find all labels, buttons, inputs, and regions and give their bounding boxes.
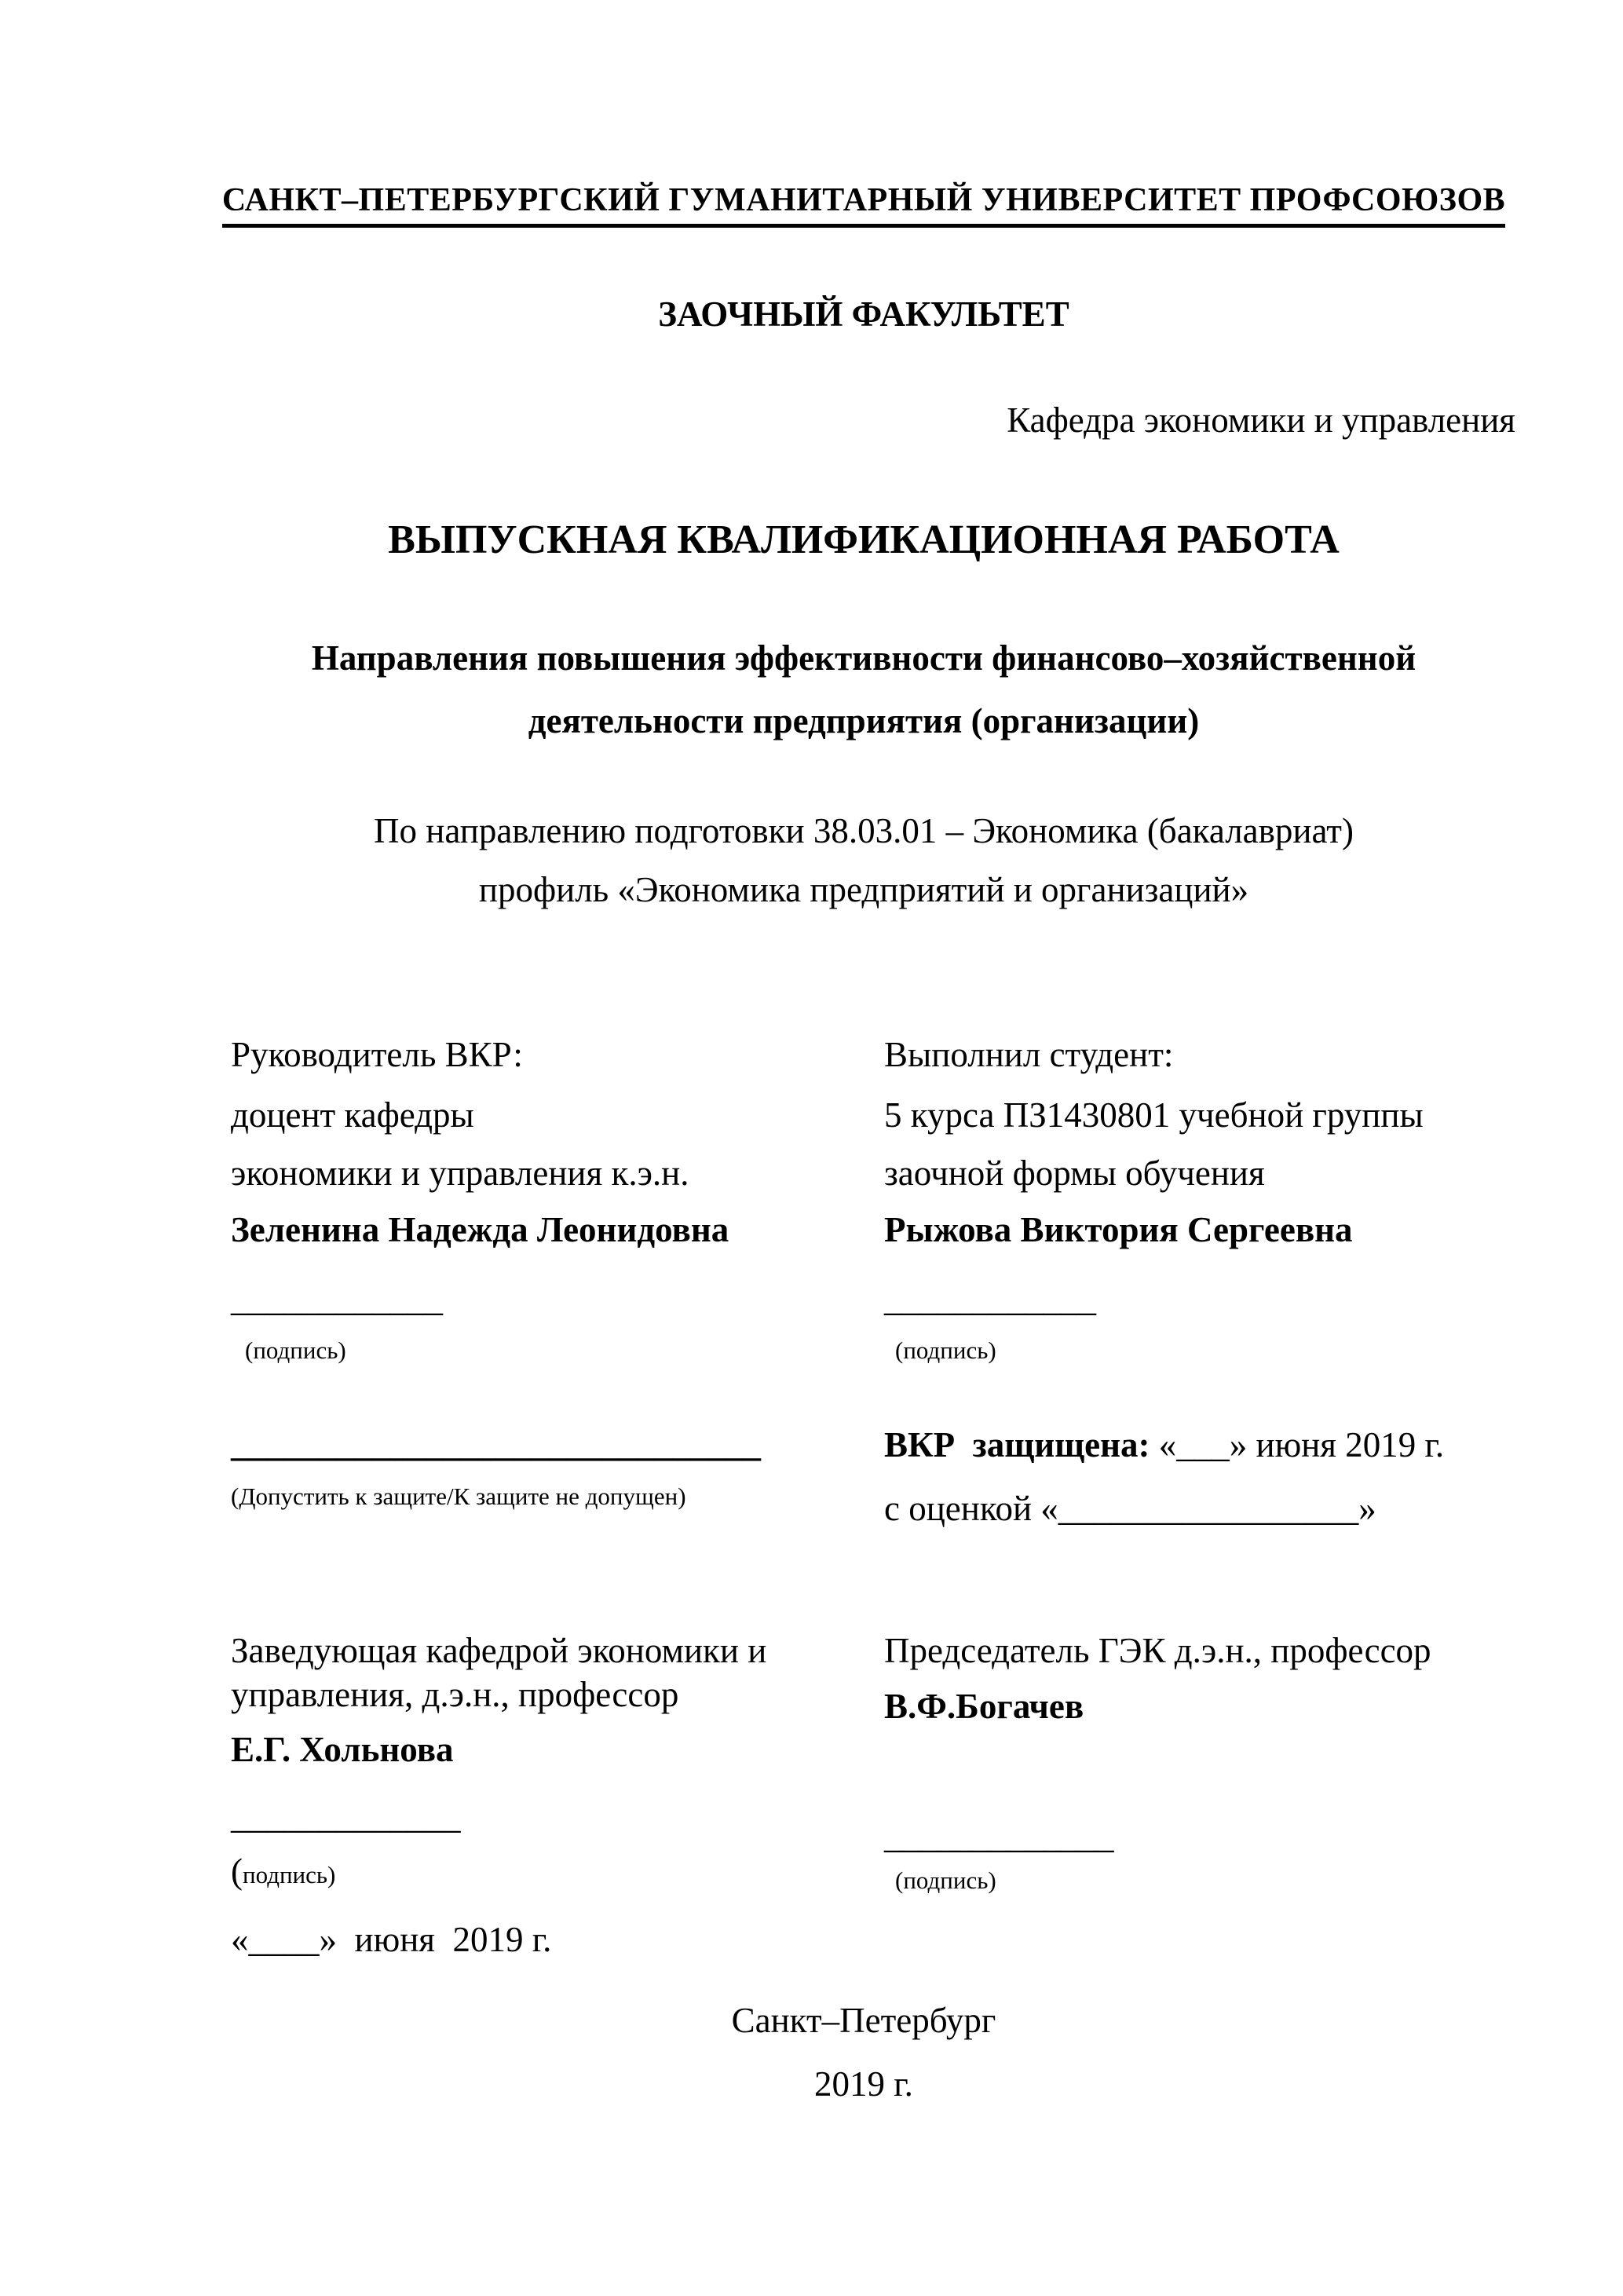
head-of-department-line2: управления, д.э.н., профессор [231,1675,679,1714]
grade-blank: _________________ [1058,1489,1359,1528]
thesis-theme-line2: деятельности предприятия (организации) [528,701,1200,740]
supervisor-position-line1: доцент кафедры [231,1095,474,1135]
defense-grade-line [884,1487,1376,1530]
defense-date-rest: «___» июня 2019 г. [1150,1425,1445,1464]
program-line1: По направлению подготовки 38.03.01 – Экономика (бакалавриат) [374,811,1354,850]
faculty-name: ЗАОЧНЫЙ ФАКУЛЬТЕТ [658,294,1069,334]
university-name-underlined: САНКТ–ПЕТЕРБУРГСКИЙ ГУМАНИТАРНЫЙ УНИВЕРСИТЕТ ПРОФСОЮЗОВ [222,182,1505,228]
gek-signature-caption: (подпись) [895,1866,996,1894]
admission-caption: (Допустить к защите/К защите не допущен) [231,1483,686,1510]
head-signature-caption [231,1852,335,1892]
admission-blank-line: ______________________________ [231,1424,761,1464]
supervisor-label: Руководитель ВКР: [231,1035,523,1074]
gek-signature-line: _____________ [884,1816,1114,1855]
gek-chair-line1: Председатель ГЭК д.э.н., профессор [884,1631,1431,1670]
thesis-theme-line1: Направления повышения эффективности финансово–хозяйственной [311,638,1416,678]
year-label: 2019 г. [814,2064,913,2104]
program-line2: профиль «Экономика предприятий и организаций» [478,870,1249,909]
university-name [212,181,1515,220]
student-group-line: 5 курса ПЗ1430801 учебной группы [884,1095,1424,1135]
work-type-title: ВЫПУСКНАЯ КВАЛИФИКАЦИОННАЯ РАБОТА [388,517,1340,562]
head-of-department-line1: Заведующая кафедрой экономики и [231,1631,767,1670]
head-signature-line: _____________ [231,1797,461,1836]
head-caption-paren: ( [231,1852,243,1891]
department-name: Кафедра экономики и управления [1007,400,1515,440]
student-form-line: заочной формы обучения [884,1153,1265,1193]
head-date-line: «____» июня 2019 г. [231,1920,552,1959]
student-label: Выполнил студент: [884,1035,1174,1074]
supervisor-position-line2: экономики и управления к.э.н. [231,1153,689,1193]
defense-date-line [884,1424,1444,1466]
head-caption-rest: подпись) [243,1861,336,1888]
supervisor-name: Зеленина Надежда Леонидовна [231,1210,729,1249]
student-name: Рыжова Виктория Сергеевна [884,1210,1353,1249]
supervisor-signature-line: ____________ [231,1279,443,1318]
gek-chair-name: В.Ф.Богачев [884,1687,1084,1726]
student-signature-caption: (подпись) [895,1336,996,1364]
student-signature-line: ____________ [884,1279,1096,1318]
defense-label: ВКР защищена: [884,1425,1150,1464]
supervisor-signature-caption: (подпись) [245,1336,346,1364]
city-name: Санкт–Петербург [731,2001,996,2040]
head-of-department-name: Е.Г. Хольнова [231,1730,454,1769]
grade-prefix: с оценкой « [884,1489,1058,1528]
grade-suffix: » [1358,1489,1376,1528]
